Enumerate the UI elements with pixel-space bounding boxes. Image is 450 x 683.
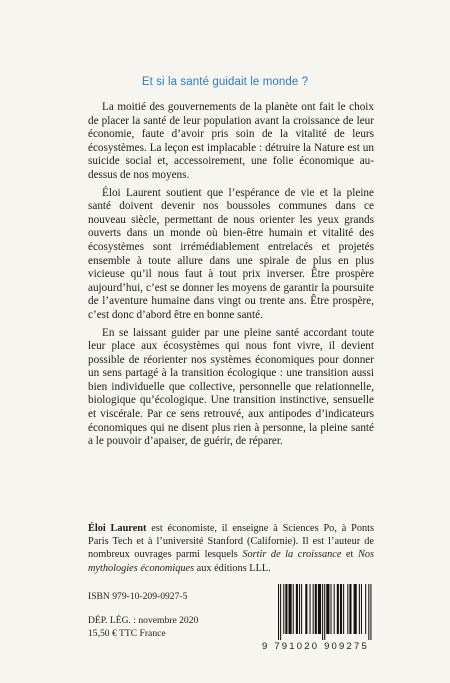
barcode-digits: 9 791020 909275 — [262, 641, 369, 652]
book-title-2: Nos mythologies économiques — [88, 549, 374, 574]
legal-deposit: DÉP. LÉG. : novembre 2020 — [88, 615, 199, 627]
author-name: Éloi Laurent — [88, 523, 147, 534]
blurb — [88, 101, 374, 453]
blurb-paragraph-2: Éloi Laurent soutient que l’espérance de vie et la pleine santé doivent devenir nos boussoles communes dans ce nouveau siècle, permettant de nous orienter les yeux grands ouverts dans un monde où bien-être humain et vitalité des écosystèmes sont irrémédiablement entrelacés et projetés ensemble à toute allure dans une spirale de plus en plus vicieuse qu’il nous faut à tout prix inverser. Être prospère aujourd’hui, c’est se donner les moyens de garantir la poursuite de l’aventure humaine dans vingt ou trente ans. Être prospère, c’est donc d’abord être en bonne santé. — [88, 186, 374, 321]
blurb-paragraph-3: En se laissant guider par une pleine santé accordant toute leur place aux écosystèmes qui nous font vivre, il devient possible de réorienter nos systèmes économiques pour donner un sens partagé à la transition écologique : une transition aussi bien individuelle que collective, personnelle que relationnelle, biologique qu’écologique. Une transition instinctive, sensuelle et viscérale. Par ce sens retrouvé, aux antipodes d’indicateurs économiques qui ne disent plus rien à personne, la pleine santé a le pouvoir d’apaiser, de guérir, de réparer. — [88, 326, 374, 448]
bio-text-2: et — [341, 549, 358, 561]
back-cover-title: Et si la santé guidait le monde ? — [141, 76, 309, 88]
barcode-bars — [276, 584, 388, 640]
book-title-1: Sortir de la croissance — [242, 549, 342, 561]
isbn: ISBN 979-10-209-0927-5 — [88, 591, 188, 602]
blurb-paragraph-1: La moitié des gouvernements de la planète ont fait le choix de placer la santé de leur population avant la croissance de leur économie, faute d’avoir pris soin de la vitalité de leurs écosystèmes. La leçon est implacable : détruire la Nature est un suicide social et, accessoirement, une folie économique au-dessus de nos moyens. — [88, 101, 374, 181]
bio-text-1: est économiste, il enseigne à Sciences Po, à Ponts Paris Tech et à l’université Stanford (Californie). Il est l’auteur de nombreux ouvrages parmi lesquels — [88, 523, 374, 561]
author-bio — [88, 522, 374, 575]
bio-text-3: aux éditions LLL. — [194, 562, 271, 574]
price: 15,50 € TTC France — [88, 627, 166, 639]
barcode — [276, 584, 388, 646]
publication-info — [88, 591, 258, 640]
